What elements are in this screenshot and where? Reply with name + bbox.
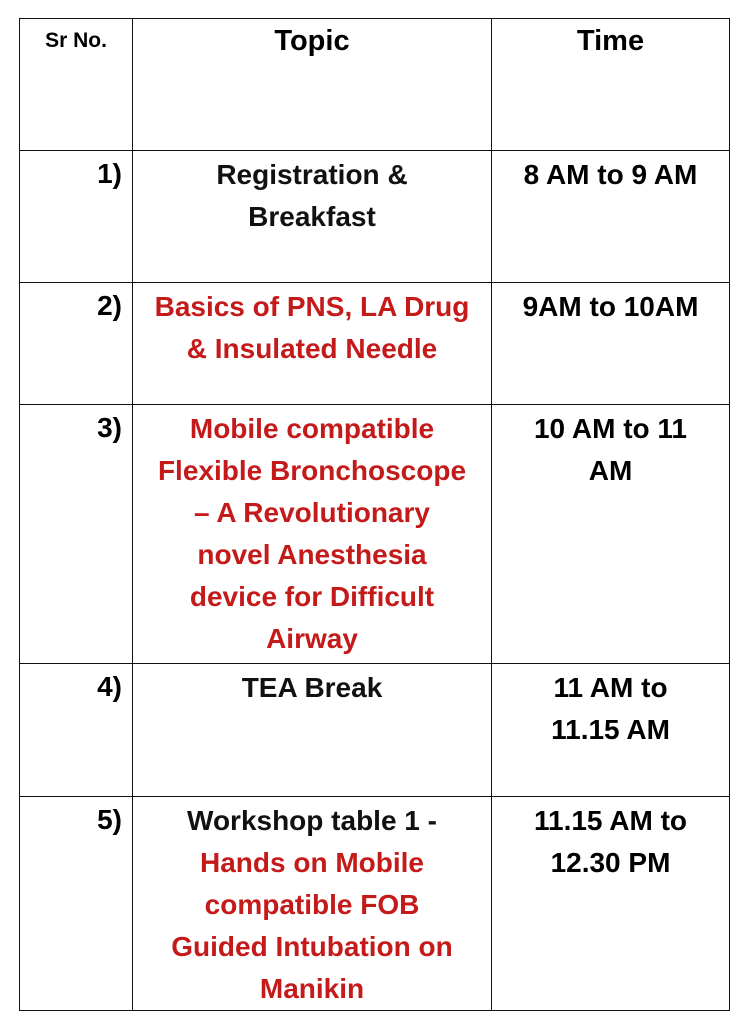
table-row	[20, 405, 730, 664]
time-line: 11 AM to	[553, 672, 668, 703]
header-topic: Topic	[133, 19, 492, 151]
time-cell	[492, 151, 730, 283]
topic-line: – A Revolutionary	[194, 497, 430, 528]
row-number: 3)	[20, 405, 133, 664]
header-row	[20, 19, 730, 151]
table-row	[20, 797, 730, 1011]
row-number: 2)	[20, 283, 133, 405]
row-number: 5)	[20, 797, 133, 1011]
table-row	[20, 283, 730, 405]
topic-line: Hands on Mobile	[200, 847, 424, 878]
time-cell	[492, 797, 730, 1011]
topic-line: Breakfast	[248, 201, 376, 232]
topic-line: Guided Intubation on	[171, 931, 453, 962]
time-cell	[492, 664, 730, 797]
topic-line: Registration &	[216, 159, 408, 190]
topic-line: Mobile compatible	[189, 413, 435, 444]
time-line: AM	[588, 455, 633, 486]
topic-line: device for Difficult	[189, 581, 435, 612]
time-cell	[492, 405, 730, 664]
table-row	[20, 664, 730, 797]
header-sr-no: Sr No.	[20, 19, 133, 151]
time-line: 10 AM to 11	[533, 413, 687, 444]
topic-line: & Insulated Needle	[186, 333, 438, 364]
topic-cell	[133, 283, 492, 405]
topic-prefix: Workshop table 1 -	[187, 805, 437, 836]
topic-cell	[133, 151, 492, 283]
topic-line: compatible FOB	[204, 889, 420, 920]
row-number: 1)	[20, 151, 133, 283]
time-line: 9AM to 10AM	[522, 291, 699, 322]
table-row	[20, 151, 730, 283]
time-line: 11.15 AM to	[533, 805, 687, 836]
time-line: 12.30 PM	[550, 847, 671, 878]
time-line: 11.15 AM	[551, 714, 670, 745]
topic-line: Basics of PNS, LA Drug	[154, 291, 470, 322]
topic-cell	[133, 405, 492, 664]
topic-line: TEA Break	[241, 672, 383, 703]
topic-line: Airway	[266, 623, 358, 654]
topic-line: Flexible Bronchoscope	[157, 455, 467, 486]
row-number: 4)	[20, 664, 133, 797]
topic-cell	[133, 664, 492, 797]
topic-line: Manikin	[259, 973, 365, 1004]
time-cell	[492, 283, 730, 405]
time-line: 8 AM to 9 AM	[523, 159, 698, 190]
topic-line: novel Anesthesia	[197, 539, 427, 570]
topic-cell	[133, 797, 492, 1011]
schedule-table	[19, 18, 730, 1011]
header-time: Time	[492, 19, 730, 151]
